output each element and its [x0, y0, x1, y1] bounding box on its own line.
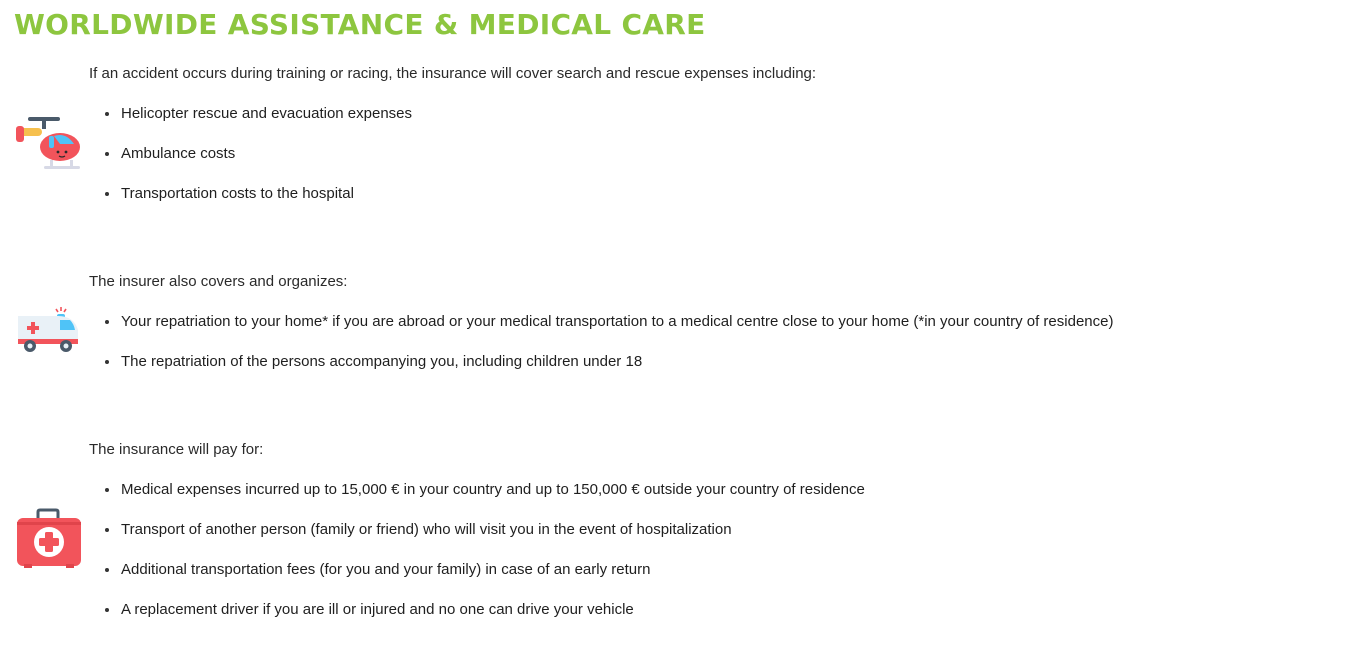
bullet-dot — [105, 568, 109, 572]
bullet-list — [89, 312, 1113, 392]
list-item: Your repatriation to your home* if you are abroad or your medical transportation to a medical centre close to your home (*in your country of residence) — [89, 312, 1113, 352]
list-item: Ambulance costs — [89, 144, 412, 184]
bullet-dot — [105, 152, 109, 156]
helicopter-icon — [14, 114, 82, 174]
bullet-dot — [105, 112, 109, 116]
section-intro: The insurance will pay for: — [89, 441, 264, 458]
bullet-dot — [105, 488, 109, 492]
bullet-dot — [105, 528, 109, 532]
section-intro: The insurer also covers and organizes: — [89, 273, 348, 290]
list-item: Transportation costs to the hospital — [89, 184, 412, 224]
ambulance-icon — [14, 304, 82, 354]
list-item: Additional transportation fees (for you and your family) in case of an early return — [89, 560, 865, 600]
bullet-dot — [105, 360, 109, 364]
list-item: Transport of another person (family or friend) who will visit you in the event of hospitalization — [89, 520, 865, 560]
page-title: WORLDWIDE ASSISTANCE & MEDICAL CARE — [14, 8, 706, 41]
bullet-dot — [105, 192, 109, 196]
bullet-dot — [105, 320, 109, 324]
section-intro: If an accident occurs during training or racing, the insurance will cover search and rescue expenses including: — [89, 65, 817, 82]
bullet-dot — [105, 608, 109, 612]
list-item: Medical expenses incurred up to 15,000 € in your country and up to 150,000 € outside your country of residence — [89, 480, 865, 520]
first-aid-kit-icon — [14, 508, 84, 570]
list-item: A replacement driver if you are ill or injured and no one can drive your vehicle — [89, 600, 865, 640]
list-item: Helicopter rescue and evacuation expenses — [89, 104, 412, 144]
bullet-list — [89, 104, 412, 224]
list-item: The repatriation of the persons accompanying you, including children under 18 — [89, 352, 1113, 392]
bullet-list — [89, 480, 865, 640]
